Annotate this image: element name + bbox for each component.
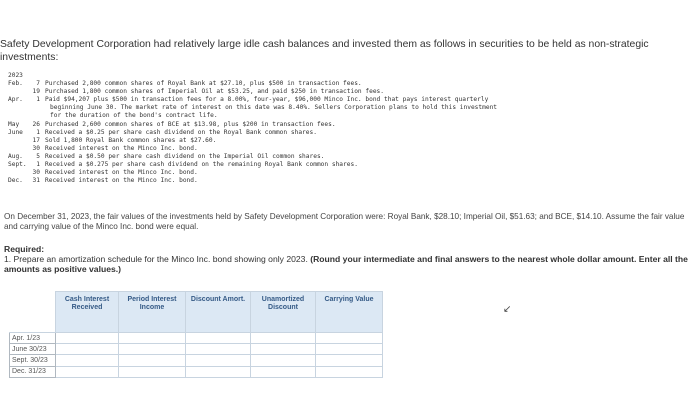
transaction-row: Dec. 31 Received interest on the Minco Inc. bond.: [8, 177, 198, 185]
row-date-label: Dec. 31/23: [10, 366, 56, 377]
year-label: 2023: [8, 72, 23, 79]
transactions-list: [8, 72, 688, 185]
amount-input-cell[interactable]: [186, 366, 251, 377]
amount-input-cell[interactable]: [251, 333, 316, 344]
row-date-label: Apr. 1/23: [10, 333, 56, 344]
transaction-row: 30 Received interest on the Minco Inc. bond.: [32, 144, 198, 152]
transaction-row: beginning June 30. The market rate of interest on this date was 8.40%. Sellers Corporation plans to hold this investment: [50, 104, 498, 112]
amount-input-cell[interactable]: [316, 355, 383, 366]
transaction-row: May 26 Purchased 2,600 common shares of BCE at $13.98, plus $200 in transaction fees.: [8, 120, 336, 128]
table-row: [10, 333, 383, 344]
amount-input-cell[interactable]: [316, 366, 383, 377]
amount-input-cell[interactable]: [316, 333, 383, 344]
amount-input-cell[interactable]: [119, 355, 186, 366]
mouse-cursor-icon: ↙: [503, 304, 512, 315]
header-period-interest: Period Interest Income: [119, 292, 186, 333]
transaction-row: June 1 Received a $0.25 per share cash dividend on the Royal Bank common shares.: [8, 128, 317, 136]
amount-input-cell[interactable]: [56, 333, 119, 344]
fair-values-text: On December 31, 2023, the fair values of the investments held by Safety Development Corporation were: Royal Bank, $28.10; Imperial Oil, $51.63; and BCE, $14.10. Assume the fair value and carrying value of the Minco Inc. bond were equal.: [4, 212, 685, 231]
corner-cell: [10, 292, 56, 333]
header-unamortized-discount: Unamortized Discount: [251, 292, 316, 333]
transaction-row: 30 Received interest on the Minco Inc. bond.: [32, 169, 198, 177]
table-row: [10, 366, 383, 377]
amount-input-cell[interactable]: [251, 344, 316, 355]
transaction-row: Sept. 1 Received a $0.275 per share cash dividend on the remaining Royal Bank common shares.: [8, 161, 358, 169]
amount-input-cell[interactable]: [251, 366, 316, 377]
header-cash-interest: Cash Interest Received: [56, 292, 119, 333]
row-date-label: Sept. 30/23: [10, 355, 56, 366]
row-date-label: June 30/23: [10, 344, 56, 355]
problem-intro: Safety Development Corporation had relatively large idle cash balances and invested them as follows in securities to be held as non-strategic investments:: [0, 39, 649, 63]
amount-input-cell[interactable]: [56, 366, 119, 377]
amortization-table: [9, 291, 383, 378]
transaction-row: Feb. 7 Purchased 2,800 common shares of Royal Bank at $27.10, plus $500 in transaction fees.: [8, 80, 362, 88]
rounding-instructions: (Round your intermediate and final answers to the nearest whole dollar amount. Enter all the amounts as positive values.): [4, 254, 688, 274]
amount-input-cell[interactable]: [119, 344, 186, 355]
transaction-row: for the duration of the bond's contract life.: [50, 112, 218, 120]
amount-input-cell[interactable]: [56, 355, 119, 366]
table-row: [10, 344, 383, 355]
transaction-row: Aug. 5 Received a $0.50 per share cash dividend on the Imperial Oil common shares.: [8, 152, 325, 160]
amount-input-cell[interactable]: [316, 344, 383, 355]
transaction-row: 17 Sold 1,800 Royal Bank common shares at $27.60.: [32, 136, 217, 144]
amount-input-cell[interactable]: [56, 344, 119, 355]
amount-input-cell[interactable]: [119, 366, 186, 377]
amount-input-cell[interactable]: [186, 344, 251, 355]
header-discount-amort: Discount Amort.: [186, 292, 251, 333]
required-section: [4, 244, 694, 274]
amount-input-cell[interactable]: [186, 355, 251, 366]
amount-input-cell[interactable]: [119, 333, 186, 344]
amount-input-cell[interactable]: [186, 333, 251, 344]
amount-input-cell[interactable]: [251, 355, 316, 366]
transaction-row: 19 Purchased 1,800 common shares of Imperial Oil at $53.25, and paid $250 in transaction fees.: [32, 88, 384, 96]
header-carrying-value: Carrying Value: [316, 292, 383, 333]
required-item-1: 1. Prepare an amortization schedule for the Minco Inc. bond showing only 2023. (Round your intermediate and final answers to the nearest whole dollar amount. Enter all the amounts as positive values.): [4, 254, 688, 274]
required-heading: Required:: [4, 244, 45, 254]
transaction-row: Apr. 1 Paid $94,207 plus $500 in transaction fees for a 8.00%, four-year, $96,000 Minco Inc. bond that pays interest quarterly: [8, 96, 489, 104]
table-row: [10, 355, 383, 366]
